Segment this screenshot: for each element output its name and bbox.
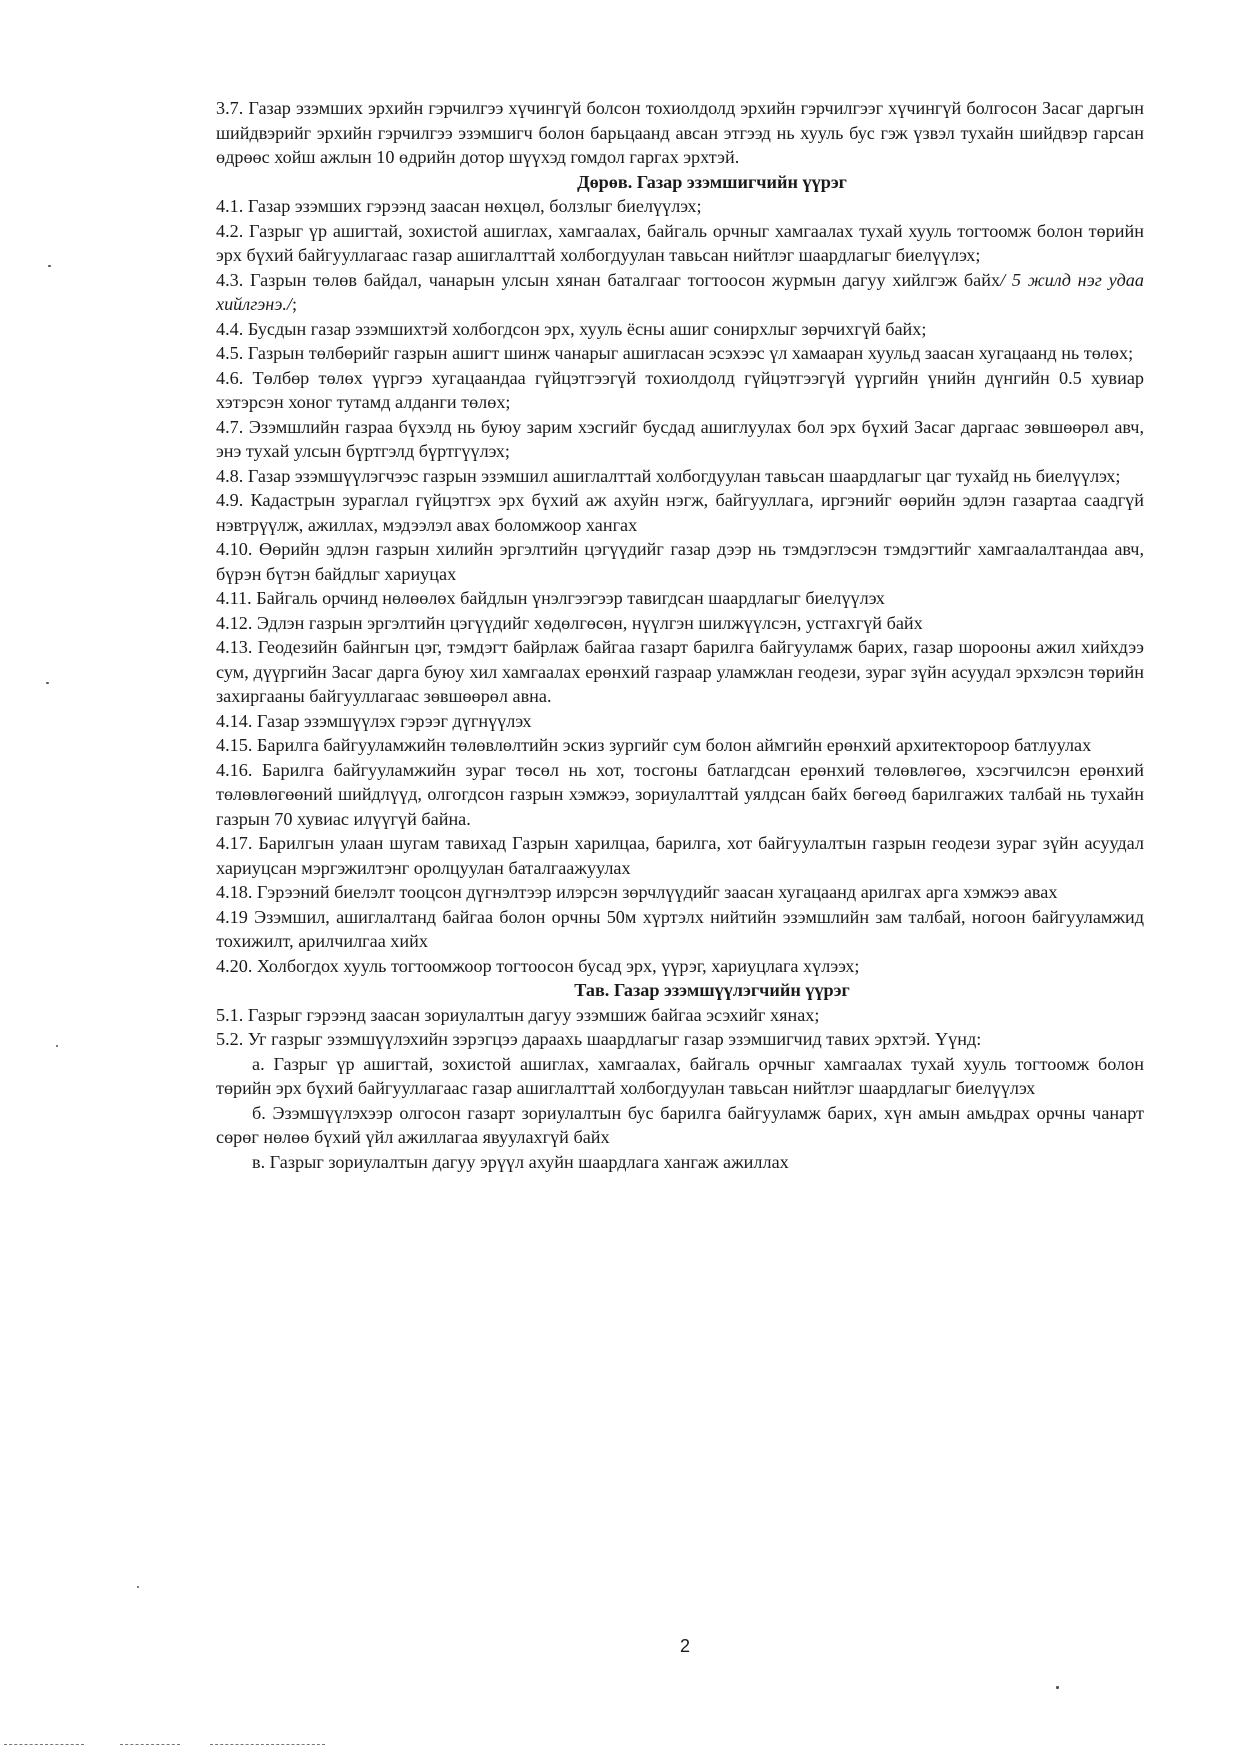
item-5-2-c: в. Газрыг зориулалтын дагуу эрүүл ахуйн шаардлага хангаж ажиллах	[252, 1151, 789, 1172]
item-4-14: 4.14. Газар эзэмшүүлэх гэрээг дүгнүүлэх	[216, 710, 532, 731]
scan-speck	[137, 1586, 139, 1588]
item-4-3-note: / 5 жилд нэг удаа хийлгэнэ./	[216, 269, 1144, 314]
item-4-8: 4.8. Газар эзэмшүүлэгчээс газрын эзэмшил ашиглалттай холбогдуулан тавьсан шаардлагыг цаг тухайд нь биелүүлэх;	[216, 465, 1121, 486]
item-4-16: 4.16. Барилга байгууламжийн зураг төсөл нь хот, тосгоны батлагдсан ерөнхий төлөвлөгөө, хэсэгчилсэн ерөнхий төлөвлөгөөний шийдлүүд, олгогдсон газрын хэмжээ, зориулалттай уялдсан байх бөгөөд барилгажих талбай нь тухайн газрын 70 хувиас илүүгүй байна.	[216, 759, 1144, 829]
item-4-7: 4.7. Эзэмшлийн газраа бүхэлд нь буюу зарим хэсгийг бусдад ашиглуулах бол эрх бүхий Засаг даргаас зөвшөөрөл авч, энэ тухай улсын бүртгэлд бүртгүүлэх;	[216, 416, 1144, 461]
item-4-2: 4.2. Газрыг үр ашигтай, зохистой ашиглах, хамгаалах, байгаль орчныг хамгаалах тухай хууль тогтоомж болон төрийн эрх бүхий байгууллагаас газар ашиглалттай холбогдуулан тавьсан нийтлэг шаардлагыг биелүүлэх;	[216, 220, 1144, 265]
item-4-3-end: ;	[291, 294, 298, 314]
section-heading-5: Тав. Газар эзэмшүүлэгчийн үүрэг	[574, 980, 850, 1000]
item-4-10: 4.10. Өөрийн эдлэн газрын хилийн эргэлтийн цэгүүдийг газар дээр нь тэмдэглэсэн тэмдэгтийг хамгаалалтандаа авч, бүрэн бүтэн байдлыг хариуцах	[216, 539, 1144, 584]
item-4-15: 4.15. Барилга байгууламжийн төлөвлөлтийн эскиз зургийг сум болон аймгийн ерөнхий архитектороор батлуулах	[216, 735, 1092, 755]
item-5-2: 5.2. Уг газрыг эзэмшүүлэхийн зэрэгцээ дараахь шаардлагыг газар эзэмшигчид тавих эрхтэй. Үүнд:	[216, 1029, 982, 1049]
document-body	[216, 96, 1144, 1174]
paragraph-3-7: 3.7. Газар эзэмших эрхийн гэрчилгээ хүчингүй болсон тохиолдолд эрхийн гэрчилгээг хүчингүй болгосон Засаг даргын шийдвэрийг эрхийн гэрчилгээ эзэмшигч болон барьцаанд авсан этгээд нь хууль бус гэж үзвэл тухайн шийдвэр гарсан өдрөөс хойш ажлын 10 өдрийн дотор шүүхэд гомдол гаргах эрхтэй.	[216, 98, 1144, 167]
item-4-19: 4.19 Эзэмшил, ашиглалтанд байгаа болон орчны 50м хүртэлх нийтийн эзэмшлийн зам талбай, ногоон байгууламжид тохижилт, арилчилгаа хийх	[216, 906, 1144, 951]
section-heading-4: Дөрөв. Газар эзэмшигчийн үүрэг	[577, 171, 847, 192]
item-5-2-b: б. Эзэмшүүлэхээр олгосон газарт зориулалтын бус барилга байгууламж барих, хүн амын амьдрах орчны чанарт сөрөг нөлөө бүхий үйл ажиллагаа явуулахгүй байх	[216, 1102, 1144, 1147]
item-4-18: 4.18. Гэрээний биелэлт тооцсон дүгнэлтээр илэрсэн зөрчлүүдийг заасан хугацаанд арилгах арга хэмжээ авах	[216, 882, 1058, 902]
item-4-3	[216, 268, 1144, 317]
item-4-4: 4.4. Бусдын газар эзэмшихтэй холбогдсон эрх, хууль ёсны ашиг сонирхлыг зөрчихгүй байх;	[216, 318, 927, 339]
item-4-5: 4.5. Газрын төлбөрийг газрын ашигт шинж чанарыг ашигласан эсэхээс үл хамааран хуульд заасан хугацаанд нь төлөх;	[216, 343, 1134, 363]
page-number: 2	[679, 1636, 690, 1656]
item-4-9: 4.9. Кадастрын зураглал гүйцэтгэх эрх бүхий аж ахуйн нэгж, байгууллага, иргэнийг өөрийн эдлэн газартаа саадгүй нэвтрүүлж, ажиллах, мэдээлэл авах боломжоор хангах	[216, 490, 1144, 535]
item-5-1: 5.1. Газрыг гэрээнд заасан зориулалтын дагуу эзэмшиж байгаа эсэхийг хянах;	[216, 1004, 820, 1025]
scan-speck	[1056, 1686, 1059, 1689]
footer-scan-line	[4, 1744, 84, 1746]
item-4-13: 4.13. Геодезийн байнгын цэг, тэмдэгт байрлаж байгаа газарт барилга байгууламж барих, газар шорооны ажил хийхдээ сум, дүүргийн Засаг дарга буюу хил хамгаалах ерөнхий газраар уламжлан геодези, зураг зүйн асуудал эрхэлсэн төрийн захиргааны байгууллагаас зөвшөөрөл авна.	[216, 637, 1144, 706]
footer-scan-line	[120, 1744, 180, 1746]
scan-speck	[48, 265, 51, 267]
item-4-20: 4.20. Холбогдох хууль тогтоомжоор тогтоосон бусад эрх, үүрэг, хариуцлага хүлээх;	[216, 955, 860, 976]
footer-scan-line	[210, 1744, 325, 1746]
item-4-1: 4.1. Газар эзэмших гэрээнд заасан нөхцөл, болзлыг биелүүлэх;	[216, 196, 702, 216]
scan-speck	[56, 1045, 58, 1047]
item-4-3-text: 4.3. Газрын төлөв байдал, чанарын улсын хянан баталгааг тогтоосон журмын дагуу хийлгэж байх	[216, 269, 1001, 290]
scan-speck	[46, 682, 49, 684]
item-4-12: 4.12. Эдлэн газрын эргэлтийн цэгүүдийг хөдөлгөсөн, нүүлгэн шилжүүлсэн, устгахгүй байх	[216, 612, 923, 633]
item-4-6: 4.6. Төлбөр төлөх үүргээ хугацаандаа гүйцэтгээгүй тохиолдолд гүйцэтгээгүй үүргийн үнийн дүнгийн 0.5 хувиар хэтэрсэн хоног тутамд алданги төлөх;	[216, 367, 1144, 412]
item-4-11: 4.11. Байгаль орчинд нөлөөлөх байдлын үнэлгээгээр тавигдсан шаардлагыг биелүүлэх	[216, 588, 885, 608]
item-5-2-a: а. Газрыг үр ашигтай, зохистой ашиглах, хамгаалах, байгаль орчныг хамгаалах тухай хууль тогтоомж болон төрийн эрх бүхий байгууллагаас газар ашиглалттай холбогдуулан тавьсан нийтлэг шаардлагыг биелүүлэх	[216, 1053, 1144, 1098]
item-4-17: 4.17. Барилгын улаан шугам тавихад Газрын харилцаа, барилга, хот байгуулалтын газрын геодези зураг зүйн асуудал хариуцсан мэргэжилтэнг оролцуулан баталгаажуулах	[216, 833, 1144, 878]
